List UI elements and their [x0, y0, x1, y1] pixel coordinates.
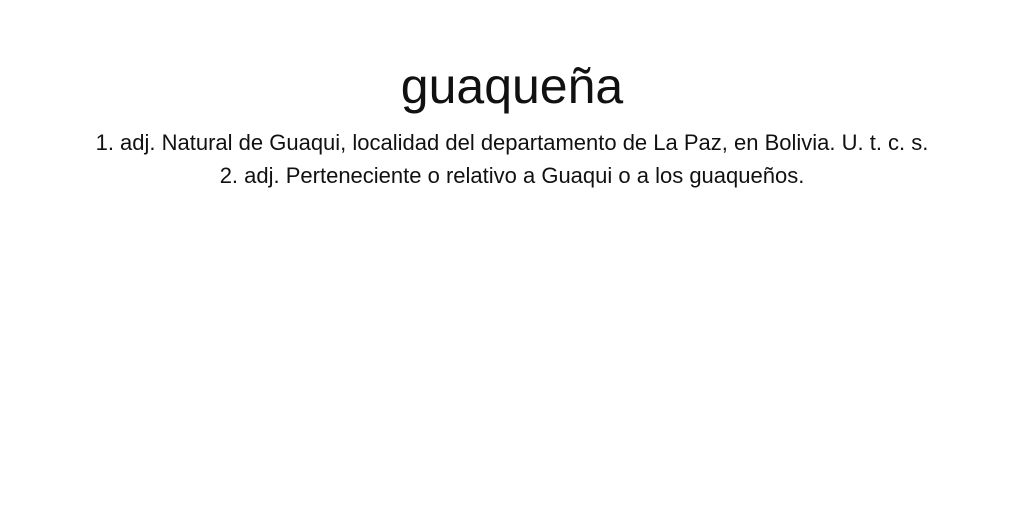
headword: guaqueña [400, 58, 624, 114]
definition-list [62, 124, 962, 195]
definition-1: 1. adj. Natural de Guaqui, localidad del departamento de La Paz, en Bolivia. U. t. c. s. [95, 130, 929, 155]
definition-2: 2. adj. Perteneciente o relativo a Guaqui o a los guaqueños. [219, 163, 805, 188]
